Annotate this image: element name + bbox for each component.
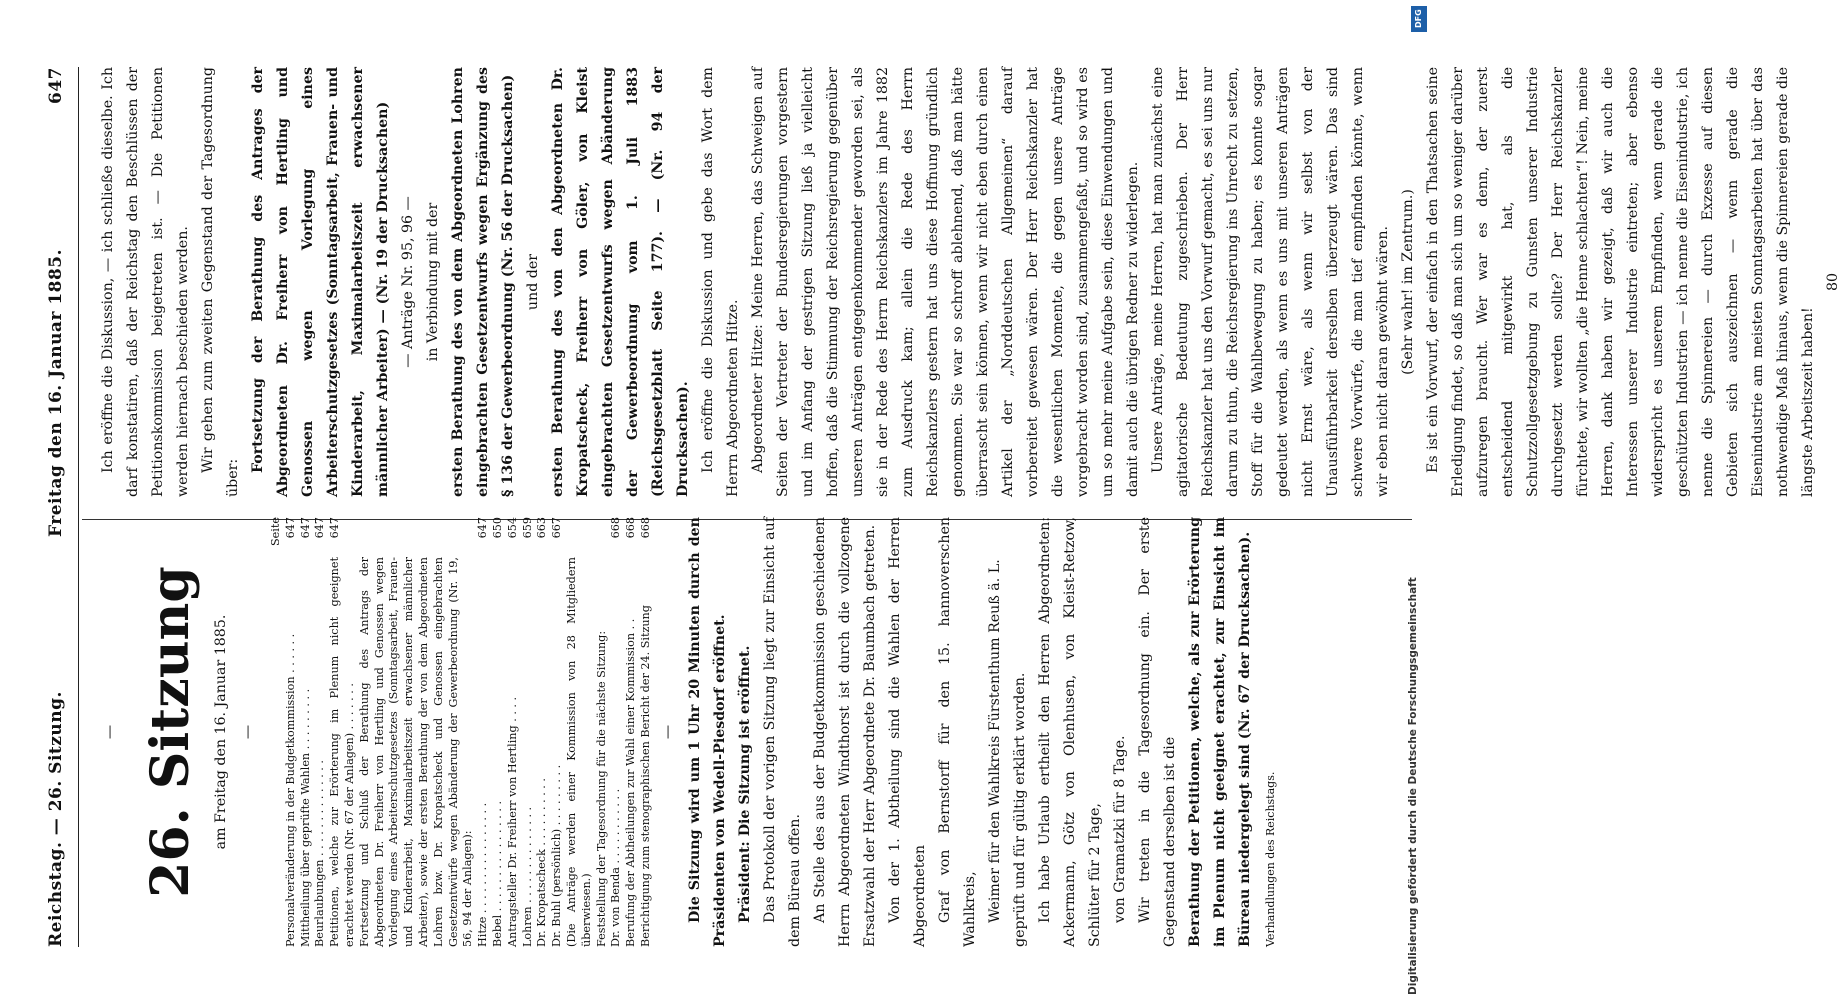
toc-row — [595, 517, 610, 947]
toc-page: 659 — [520, 517, 534, 539]
toc-text: Lohren . . . . . . . . . . . . . . — [520, 806, 534, 947]
toc-row — [358, 517, 476, 947]
in-connection-label: in Verbindung mit der — [425, 202, 441, 362]
toc-page: 650 — [490, 517, 504, 539]
toc-seite-label: Seite — [269, 517, 282, 546]
left-column — [96, 517, 1283, 947]
president-opening: Präsident: Die Sitzung ist eröffnet. — [736, 645, 753, 923]
rotated-page — [20, 25, 1841, 975]
toc-page: 668 — [624, 517, 638, 539]
top-rule: — — [102, 724, 118, 740]
leave-paragraph: Ich habe Urlaub ertheilt den Herren Abgeordneten: Ackermann, Götz von Olenhusen, von Kleist-Retzow, Schlüter für 2 Tage, — [1036, 517, 1103, 947]
toc-text: Feststellung der Tagesordnung für die nächste Sitzung: — [594, 630, 608, 947]
hitze-speech-3: Es ist ein Vorwurf, der einfach in den Thatsachen seine Erledigung findet, so daß man sich um so weniger darüber aufzuregen braucht. Wer war es denn, der zuerst entscheidend mitgewirkt hat, als die Schutzzollgesetzgebung zu Gunsten unserer Industrie durchgesetzt werden sollte? Der Herr Reichskanzler fürchtete, wir wollten „die Henne schlachten“! Nein, meine Herren, dank haben wir gezeigt, daß wir auch die Interessen unserer Industrie eintreten; aber ebenso widerspricht es unserem Empfinden, wenn gerade die geschützten Industrien — ich nenne die Eisenindustrie, ich nenne die Spinnereien — durch Exzesse auf diesen Gebieten sich auszeichnen — wenn gerade die Eisenindustrie am meisten Sonntagsarbeiten hat über das nothwendige Maß hinaus, wenn die Spinnereien gerade die längste Arbeitszeit haben! — [1425, 67, 1816, 497]
toc-row — [565, 517, 595, 947]
election-bernstorff: Graf von Bernstorff für den 15. hannoverschen Wahlkreis, — [936, 517, 978, 947]
toc-row — [313, 517, 328, 947]
toc-row — [506, 517, 521, 947]
toc-row — [639, 517, 654, 947]
lohren-bill-heading: ersten Berathung des von dem Abgeordneten Lohren eingebrachten Gesetzentwurfs wegen Ergänzung des § 136 der Gewerbeordnung (Nr. 56 der Drucksachen) — [450, 67, 516, 497]
footer-note: Verhandlungen des Reichstags. — [1263, 771, 1277, 947]
toc-text: Hitze . . . . . . . . . . . . . . . . — [476, 802, 490, 947]
toc-page: 647 — [283, 517, 297, 539]
toc-page: 647 — [476, 517, 490, 539]
toc-text: Personalveränderung in der Budgetkommission . . . . . . — [283, 633, 297, 947]
toc-row — [476, 517, 491, 947]
signature-number: 80 — [1825, 272, 1841, 292]
toc-row — [328, 517, 358, 947]
toc-text: Dr. Buhl (persönlich) . . . . . . . . . — [550, 764, 564, 947]
right-column — [96, 67, 1846, 497]
toc-page: 668 — [638, 517, 652, 539]
toc-row — [284, 517, 299, 947]
and-label: und der — [525, 253, 541, 311]
agenda-paragraph: Wir treten in die Tagesordnung ein. Der erste Gegenstand derselben ist die — [1136, 517, 1178, 947]
budget-commission-paragraph: An Stelle des aus der Budgetkommission geschiedenen Herrn Abgeordneten Windthorst ist durch die vollzogene Ersatzwahl der Herr Abgeordnete Dr. Baumbach getreten. — [811, 517, 878, 947]
toc-rule: — — [659, 724, 676, 740]
motions-numbers: — Anträge Nr. 95, 96 — — [400, 196, 416, 368]
toc-row — [535, 517, 550, 947]
motion-hertling-heading: Fortsetzung der Berathung des Antrages der Abgeordneten Dr. Freiherr von Hertling und Genossen wegen Vorlegung eines Arbeiterschutzgesetzes (Sonntagsarbeit, Frauen- und Kinderarbeit, Maximalarbeitszeit erwachsener männlicher Arbeiter) — (Nr. 19 der Drucksachen) — [250, 67, 391, 497]
toc-row — [550, 517, 565, 947]
table-of-contents — [269, 517, 654, 947]
toc-text: Fortsetzung und Schluß der Berathung des Antrags der Abgeordneten Dr. Freiherr von Hertling und Genossen wegen Vorlegung eines Arbeiterschutzgesetzes (Sonntagsarbeit, Frauen- und Kinderarbeit, Maximalarbeitszeit erwachsener männlicher Arbeiter), sowie der ersten Berathung der von dem Abgeordneten Lohren bzw. Dr. Kropatscheck und Genossen eingebrachten Gesetzentwürfe wegen Abänderung der Gewerbeordnung (Nr. 19, 56, 94 der Anlagen): — [357, 557, 475, 947]
toc-page: 647 — [313, 517, 327, 539]
hitze-speech-1: Abgeordneter Hitze: Meine Herren, das Schweigen auf Seiten der Vertreter der Bundesregierungen vorgestern und im Anfang der gestrigen Sitzung ließ ja vielleicht hoffen, daß die Stimmung der Reichsregierung gegenüber unseren Anträgen entgegenkommender geworden sei, als sie in der Rede des Herrn Reichskanzlers im Jahre 1882 zum Ausdruck kam; allein die Rede des Herrn Reichskanzlers gestern hat uns diese Hoffnung gründlich genommen. Sie war so schroff ablehnend, daß man hätte überrascht sein können, wenn wir nicht eben durch einen Artikel der „Norddeutschen Allgemeinen“ darauf vorbereitet gewesen wären. Der Herr Reichskanzler hat die wesentlichen Momente, die gegen unsere Anträge vorgebracht worden sind, zusammengefaßt, und so wird es um so mehr meine Aufgabe sein, diese Einwendungen und damit auch die übrigen Redner zu widerlegen. — [750, 67, 1141, 497]
dfg-funding-note: Digitalisierung gefördert durch die Deutsche Forschungsgemeinschaft — [1407, 577, 1419, 995]
running-head-date: Freitag den 16. Januar 1885. — [46, 248, 66, 537]
toc-row — [299, 517, 314, 947]
toc-text: Antragsteller Dr. Freiherr von Hertling . . . . — [505, 696, 519, 947]
title-rule: — — [240, 724, 256, 740]
toc-row — [624, 517, 639, 947]
hitze-speech-2: Unsere Anträge, meine Herren, hat man zunächst eine agitatorische Bedeutung zugeschrieben. Der Herr Reichskanzler hat uns den Vorwurf gemacht, es sei uns nur darum zu thun, die Reichsregierung ins Unrecht zu setzen, Stoff für die Wahlbewegung zu haben; es konnte sogar gedeutet werden, als wenn es uns mit unseren Anträgen nicht Ernst wäre, als wenn wir selbst von der Unausführbarkeit derselben überzeugt wären. Das sind schwere Vorwürfe, die man tief empfinden könnte, wenn wir eben nicht daran gewöhnt wären. — [1150, 67, 1391, 497]
toc-page: 663 — [535, 517, 549, 539]
interjection: (Sehr wahr! im Zentrum.) — [1400, 189, 1416, 375]
toc-text: Dr. von Benda . . . . . . . . . . . — [609, 788, 623, 947]
discussion-paragraph: Ich eröffne die Diskussion, — ich schließe dieselbe. Ich darf konstatiren, daß der Reichstag den Beschlüssen der Petitionskommission beigetreten ist. — Die Petitionen werden hiernach beschieden werden. — [100, 67, 191, 497]
leave-gramatzki: von Gramatzki für 8 Tage. — [1111, 735, 1128, 923]
running-head — [46, 67, 76, 947]
toc-text: Mittheilung über geprüfte Wahlen . . . . . . . . . — [298, 688, 312, 947]
toc-row — [609, 517, 624, 947]
toc-page: 654 — [505, 517, 519, 539]
toc-page: 667 — [550, 517, 564, 539]
page-number: 647 — [46, 67, 66, 104]
session-title: 26. Sitzung — [140, 566, 201, 898]
elections-paragraph: Von der 1. Abtheilung sind die Wahlen der Herren Abgeordneten — [886, 517, 928, 947]
toc-text: Berufung der Abtheilungen zur Wahl einer Kommission . . — [624, 618, 638, 947]
floor-to-hitze: Ich eröffne die Diskussion und gebe das Wort dem Herrn Abgeordneten Hitze. — [700, 67, 741, 497]
header-rule — [78, 67, 79, 947]
elections-result: geprüft und für gültig erklärt worden. — [1011, 672, 1028, 947]
petitions-heading: Berathung der Petitionen, welche, als zur Erörterung im Plenum nicht geeignet erachtet, zur Einsicht im Büreau niedergelegt sind (Nr. 67 der Drucksachen). — [1186, 517, 1253, 947]
toc-page: 647 — [328, 517, 342, 539]
session-date: am Freitag den 16. Januar 1885. — [213, 614, 229, 850]
toc-text: Petitionen, welche zur Erörterung im Plenum nicht geeignet erachtet werden (Nr. 67 der Anlagen) . . . . . . . — [328, 557, 356, 947]
dfg-logo: DFG — [1411, 6, 1427, 32]
toc-text: Dr. Kropatscheck . . . . . . . . . . — [535, 778, 549, 947]
toc-text: (Die Anträge werden einer Kommission von 28 Mitgliedern überwiesen.) — [564, 557, 593, 947]
agenda-second-item: Wir gehen zum zweiten Gegenstand der Tagesordnung über: — [200, 67, 241, 497]
opening-paragraph: Die Sitzung wird um 1 Uhr 20 Minuten durch den Präsidenten von Wedell-Piesdorf eröffnet. — [686, 517, 728, 947]
toc-row — [491, 517, 506, 947]
toc-page: 668 — [609, 517, 623, 539]
protocol-paragraph: Das Protokoll der vorigen Sitzung liegt zur Einsicht auf dem Büreau offen. — [761, 517, 803, 947]
toc-text: Beurlaubungen . . . . . . . . . . . . . . — [313, 760, 327, 947]
toc-row — [521, 517, 536, 947]
kropatscheck-bill-heading: ersten Berathung des von den Abgeordneten Dr. Kropatscheck, Freiherr von Göler, von Kleist eingebrachten Gesetzentwurfs wegen Abänderung der Gewerbeordnung vom 1. Juli 1883 (Reichsgesetzblatt Seite 177). — (Nr. 94 der Drucksachen). — [550, 67, 691, 497]
toc-text: Berichtigung zum stenographischen Bericht der 24. Sitzung — [638, 605, 652, 947]
running-head-left: Reichstag. — 26. Sitzung. — [46, 691, 66, 947]
toc-text: Bebel . . . . . . . . . . . . . . . . — [490, 800, 504, 947]
toc-page: 647 — [298, 517, 312, 539]
election-weimer: Weimer für den Wahlkreis Fürstenthum Reuß ä. L. — [986, 559, 1003, 923]
